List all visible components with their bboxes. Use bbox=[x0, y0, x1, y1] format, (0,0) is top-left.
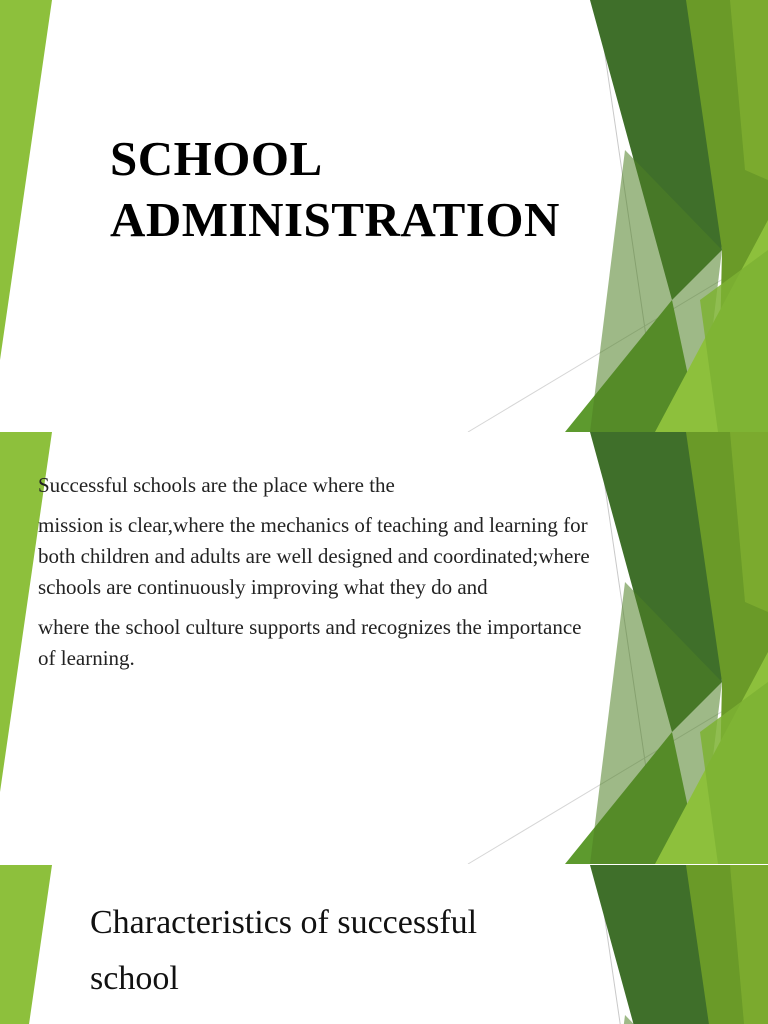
slide-2 bbox=[0, 432, 768, 865]
slide-3 bbox=[0, 865, 768, 1024]
slide-body-text bbox=[38, 470, 598, 674]
slide-title bbox=[110, 128, 560, 250]
body-paragraph: mission is clear,where the mechanics of teaching and learning for both children and adults are well designed and coordinated;where schools are continuously improving what they do and bbox=[38, 513, 590, 599]
body-paragraph: where the school culture supports and recognizes the importance of learning. bbox=[38, 615, 582, 670]
slide-title: Characteristics of successful school bbox=[90, 904, 478, 997]
body-paragraph: Successful schools are the place where the bbox=[38, 473, 395, 497]
title-line-1: SCHOOL bbox=[110, 131, 323, 186]
slide-1 bbox=[0, 0, 768, 432]
title-line-2: ADMINISTRATION bbox=[110, 192, 560, 247]
